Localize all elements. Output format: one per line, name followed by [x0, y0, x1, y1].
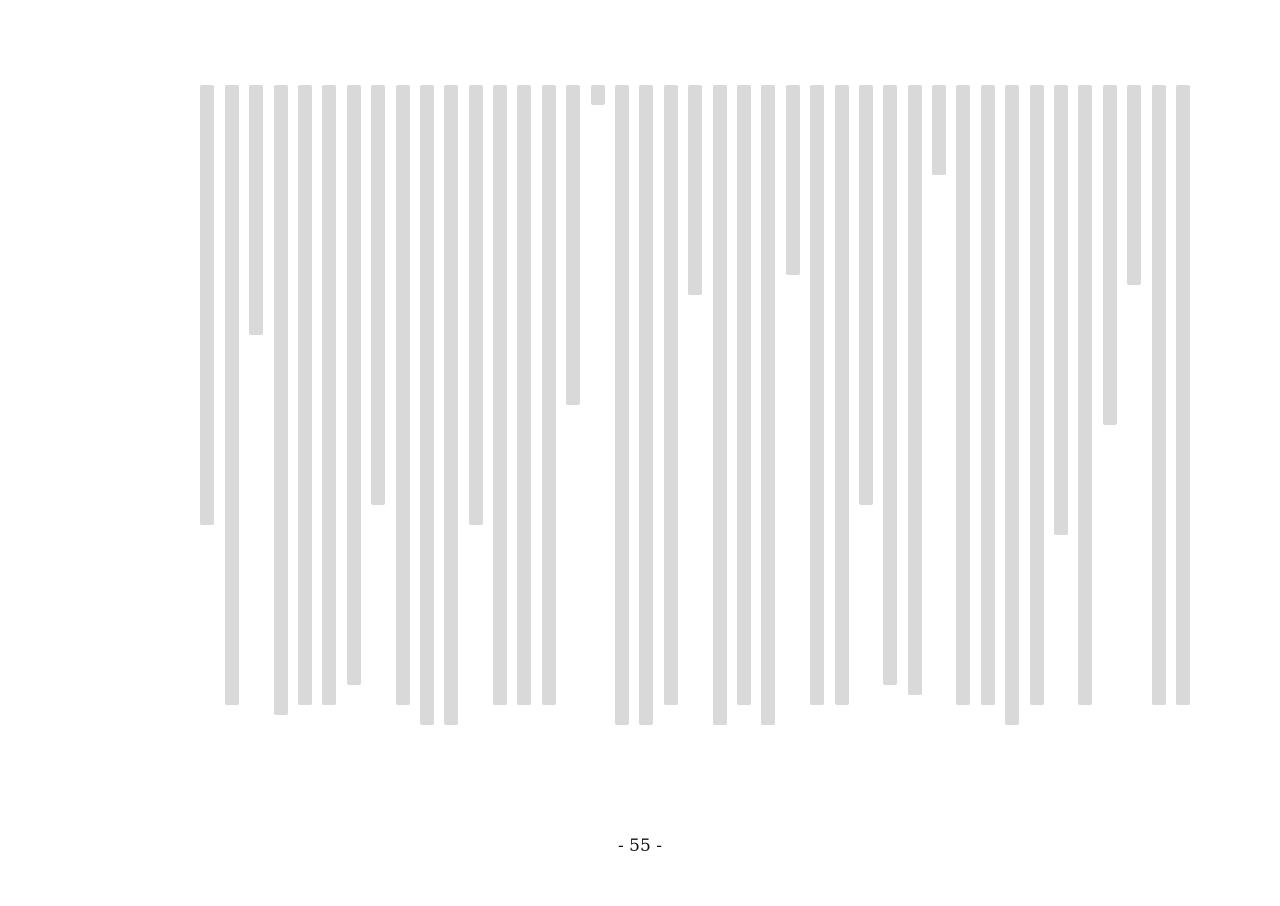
redacted-text-line: [274, 85, 288, 715]
redacted-text-line: [664, 85, 678, 705]
redacted-text-line: [835, 85, 849, 705]
redacted-text-line: [396, 85, 410, 705]
redacted-text-line: [639, 85, 653, 725]
redacted-text-line: [200, 85, 214, 525]
redacted-text-line: [444, 85, 458, 725]
redacted-text-line: [566, 85, 580, 405]
redacted-text-line: [371, 85, 385, 505]
redacted-text-line: [298, 85, 312, 705]
redacted-text-line: [517, 85, 531, 705]
redacted-text-line: [469, 85, 483, 525]
redacted-text-line: [737, 85, 751, 705]
redacted-text-line: [981, 85, 995, 705]
redacted-text-line: [322, 85, 336, 705]
redacted-text-line: [347, 85, 361, 685]
redacted-text-line: [786, 85, 800, 275]
redacted-text-line: [956, 85, 970, 705]
redacted-text-line: [615, 85, 629, 725]
redacted-text-line: [713, 85, 727, 725]
redacted-text-line: [493, 85, 507, 705]
redacted-text-line: [1078, 85, 1092, 705]
redacted-text-line: [1030, 85, 1044, 705]
redacted-text-line: [420, 85, 434, 725]
redacted-text-line: [908, 85, 922, 695]
vertical-text-block: [110, 85, 1190, 725]
redacted-text-line: [542, 85, 556, 705]
redacted-text-line: [591, 85, 605, 105]
redacted-text-line: [1152, 85, 1166, 705]
redacted-text-line: [859, 85, 873, 505]
redacted-text-line: [883, 85, 897, 685]
redacted-text-line: [225, 85, 239, 705]
redacted-text-line: [688, 85, 702, 295]
redacted-text-line: [1005, 85, 1019, 725]
redacted-text-line: [1127, 85, 1141, 285]
redacted-text-line: [1176, 85, 1190, 705]
redacted-text-line: [249, 85, 263, 335]
redacted-text-line: [810, 85, 824, 705]
redacted-text-line: [1054, 85, 1068, 535]
redacted-text-line: [1103, 85, 1117, 425]
page-number: - 55 -: [618, 836, 662, 856]
redacted-text-line: [761, 85, 775, 725]
redacted-text-line: [932, 85, 946, 175]
